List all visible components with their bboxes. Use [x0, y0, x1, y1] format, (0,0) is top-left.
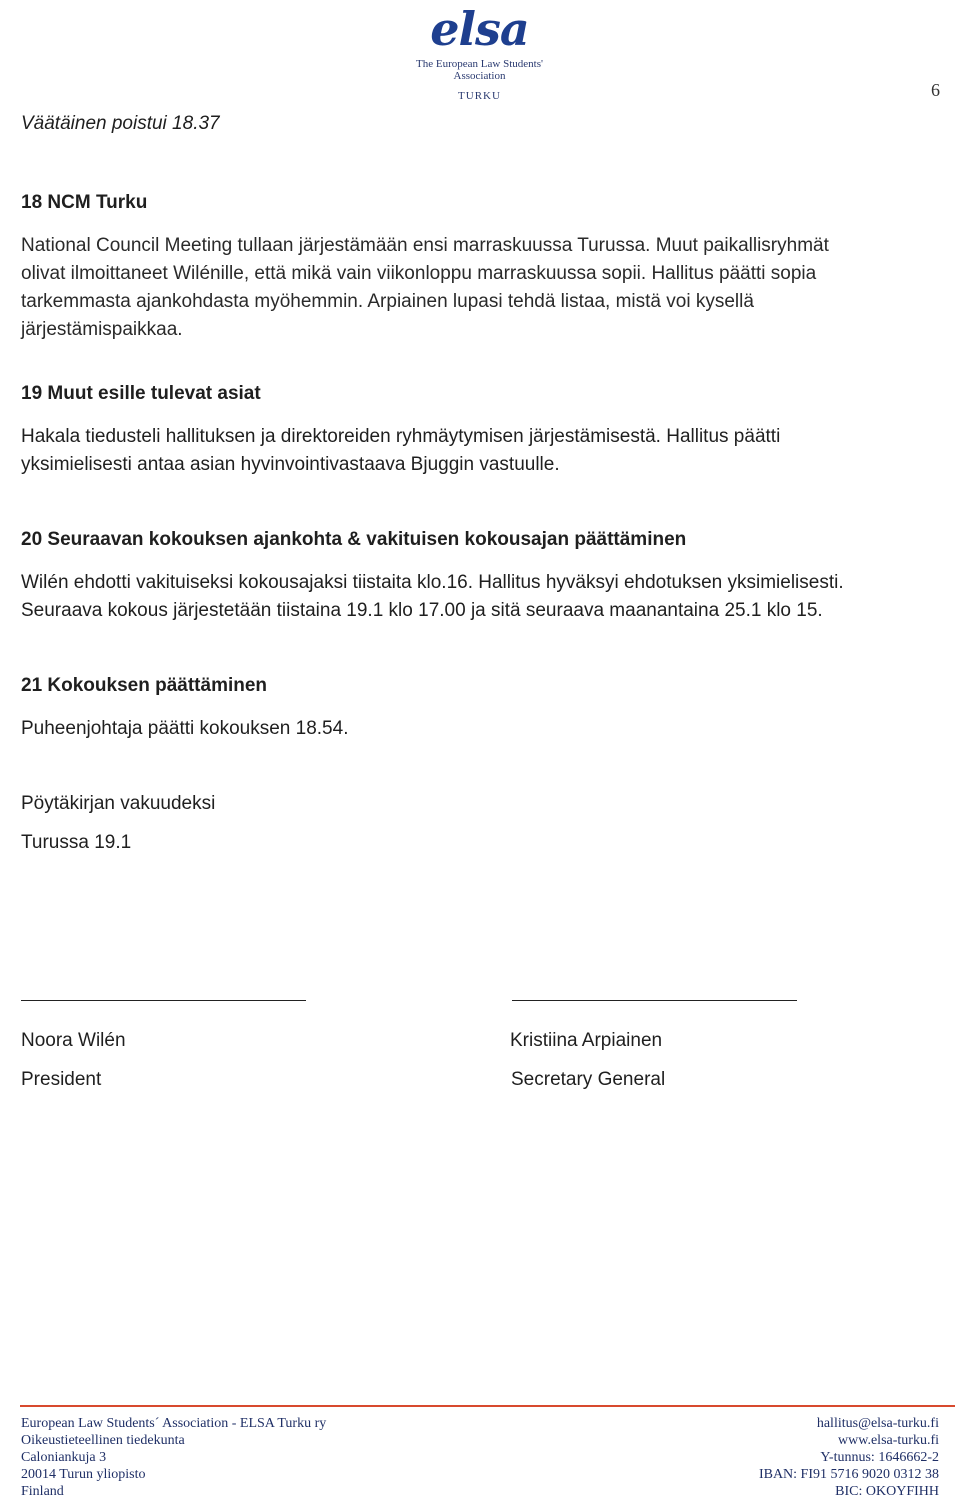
footer-country: Finland: [21, 1484, 64, 1499]
closing-line-1: Pöytäkirjan vakuudeksi: [21, 793, 216, 814]
section-line: järjestämispaikkaa.: [21, 319, 183, 340]
footer-iban: IBAN: FI91 5716 9020 0312 38: [758, 1467, 939, 1482]
footer-address: [21, 1415, 326, 1500]
section-line: Wilén ehdotti vakituiseksi kokousajaksi tiistaita klo.16. Hallitus hyväksyi ehdotuksen yksimielisesti.: [21, 572, 844, 593]
section-line: olivat ilmoittaneet Wilénille, että mikä vain viikonloppu marraskuussa sopii. Hallitus päätti sopia: [21, 263, 817, 284]
logo-city: TURKU: [458, 90, 501, 102]
section-line: National Council Meeting tullaan järjestämään ensi marraskuussa Turussa. Muut paikallisryhmät: [21, 235, 829, 256]
section-heading: 21 Kokouksen päättäminen: [21, 675, 268, 696]
elsa-logo: [392, 2, 567, 102]
footer-postal: 20014 Turun yliopisto: [21, 1467, 146, 1482]
signer-name: Kristiina Arpiainen: [510, 1030, 663, 1051]
page-number: 6: [931, 80, 940, 100]
section-line: Hakala tiedusteli hallituksen ja direktoreiden ryhmäytymisen järjestämisestä. Hallitus päätti: [21, 426, 781, 447]
signer-role: President: [21, 1069, 102, 1090]
section-19: [21, 383, 941, 479]
section-heading: 20 Seuraavan kokouksen ajankohta & vakituisen kokousajan päättäminen: [21, 529, 687, 550]
section-heading: 18 NCM Turku: [21, 192, 148, 213]
footer-faculty: Oikeustieteellinen tiedekunta: [21, 1433, 185, 1448]
footer-rule: [20, 1405, 955, 1407]
footer-street: Caloniankuja 3: [21, 1450, 107, 1465]
section-line: Seuraava kokous järjestetään tiistaina 19.1 klo 17.00 ja sitä seuraava maanantaina 25.1 klo 15.: [21, 600, 823, 621]
signature-line-right: [512, 1000, 797, 1001]
section-line: tarkemmasta ajankohdasta myöhemmin. Arpiainen lupasi tehdä listaa, mistä voi kysellä: [21, 291, 754, 312]
footer-org: European Law Students´ Association - ELSA Turku ry: [21, 1416, 327, 1431]
footer-business-id: Y-tunnus: 1646662-2: [820, 1450, 939, 1465]
footer-email[interactable]: hallitus@elsa-turku.fi: [816, 1416, 939, 1431]
signature-line-left: [21, 1000, 306, 1001]
footer-website[interactable]: www.elsa-turku.fi: [838, 1433, 939, 1448]
section-18: [21, 192, 941, 344]
footer-bic: BIC: OKOYFIHH: [835, 1484, 939, 1499]
section-line: yksimielisesti antaa asian hyvinvointivastaava Bjuggin vastuulle.: [21, 454, 560, 475]
logo-wordmark: elsa: [430, 2, 529, 56]
section-heading: 19 Muut esille tulevat asiat: [21, 383, 261, 404]
intro-line: Väätäinen poistui 18.37: [21, 113, 220, 134]
logo-subtitle: The European Law Students' Association: [416, 58, 543, 82]
section-21: [21, 675, 941, 743]
signer-role: Secretary General: [511, 1069, 666, 1090]
section-20: [21, 529, 941, 625]
signer-name: Noora Wilén: [21, 1030, 126, 1051]
footer-contact: [759, 1415, 939, 1500]
section-line: Puheenjohtaja päätti kokouksen 18.54.: [21, 718, 349, 739]
closing-line-2: Turussa 19.1: [21, 832, 132, 853]
